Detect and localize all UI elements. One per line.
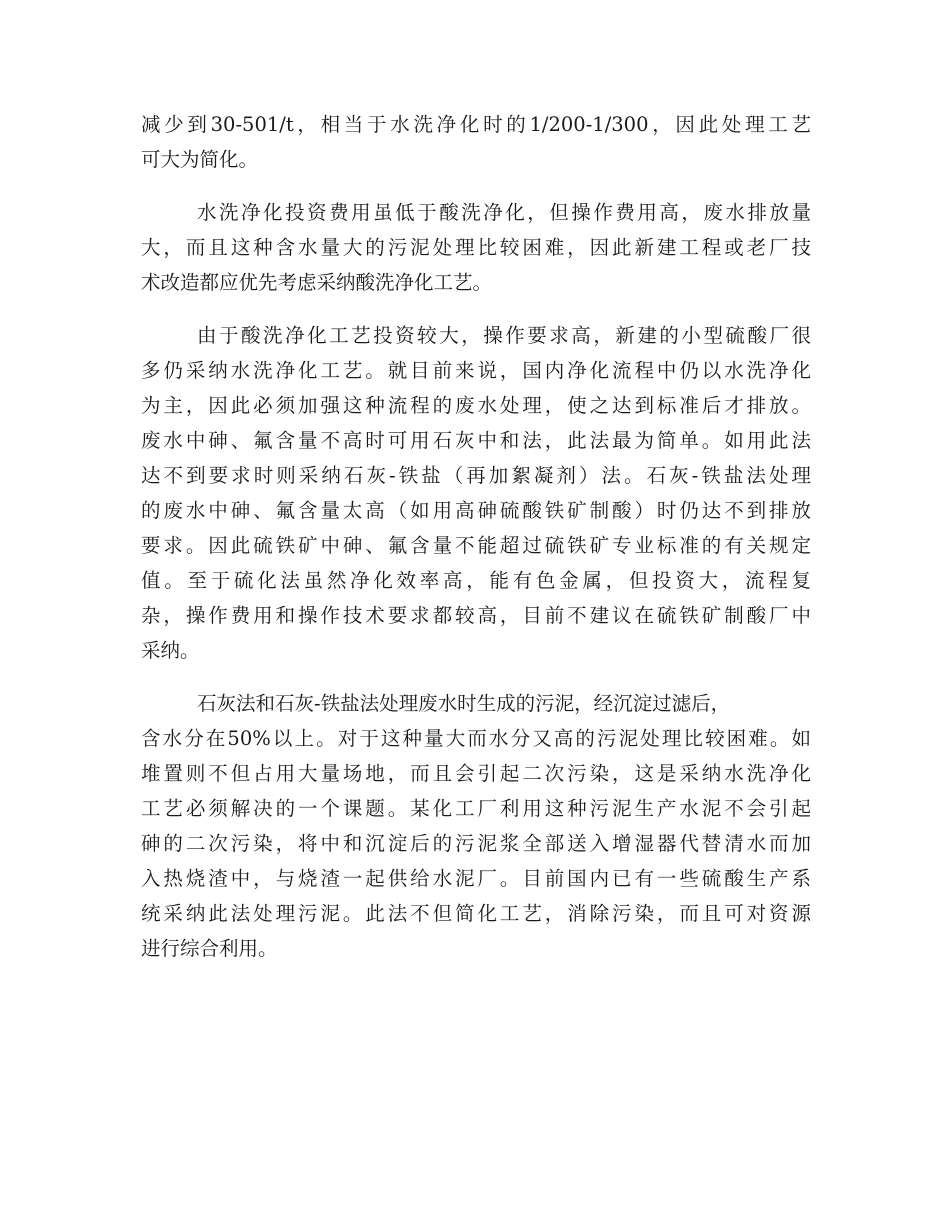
text-line: 入热烧渣中，与烧渣一起供给水泥厂。目前国内已有一些硫酸生产系 <box>141 867 811 890</box>
text-line: 废水中砷、氟含量不高时可用石灰中和法，此法最为简单。如用此法 <box>141 429 811 452</box>
text-line: 大，而且这种含水量大的污泥处理比较困难，因此新建工程或老厂技 <box>141 236 811 259</box>
text-line: 统采纳此法处理污泥。此法不但简化工艺，消除污染，而且可对资源 <box>141 902 811 925</box>
text-line: 为主，因此必须加强这种流程的废水处理，使之达到标准后才排放。 <box>141 394 811 417</box>
text-line: 砷的二次污染，将中和沉淀后的污泥浆全部送入增湿器代替清水而加 <box>141 832 811 855</box>
text-line: 多仍采纳水洗净化工艺。就目前来说，国内净化流程中仍以水洗净化 <box>141 359 811 382</box>
paragraph-2 <box>141 195 811 300</box>
text-line: 含水分在50%以上。对于这种量大而水分又高的污泥处理比较困难。如 <box>141 727 811 750</box>
text-line: 要求。因此硫铁矿中砷、氟含量不能超过硫铁矿专业标准的有关规定 <box>141 534 811 557</box>
paragraph-3 <box>141 318 811 668</box>
text-line: 水洗净化投资费用虽低于酸洗净化，但操作费用高，废水排放量 <box>197 201 811 224</box>
text-line: 石灰法和石灰-铁盐法处理废水时生成的污泥，经沉淀过滤后， <box>197 692 731 715</box>
paragraph-4 <box>141 686 811 966</box>
text-line: 由于酸洗净化工艺投资较大，操作要求高，新建的小型硫酸厂很 <box>197 324 811 347</box>
text-line: 术改造都应优先考虑采纳酸洗净化工艺。 <box>141 271 493 294</box>
text-line: 的废水中砷、氟含量太高（如用高砷硫酸铁矿制酸）时仍达不到排放 <box>141 499 811 522</box>
text-line: 进行综合利用。 <box>141 937 278 960</box>
paragraph-1 <box>141 107 811 177</box>
text-line: 堆置则不但占用大量场地，而且会引起二次污染，这是采纳水洗净化 <box>141 762 811 785</box>
text-line: 杂，操作费用和操作技术要求都较高，目前不建议在硫铁矿制酸厂中 <box>141 604 811 627</box>
text-line: 工艺必须解决的一个课题。某化工厂利用这种污泥生产水泥不会引起 <box>141 797 811 820</box>
text-line: 减少到30-501/t，相当于水洗净化时的1/200-1/300，因此处理工艺 <box>141 113 811 136</box>
document-body <box>141 107 811 966</box>
text-line: 可大为简化。 <box>141 148 259 171</box>
text-line: 达不到要求时则采纳石灰-铁盐（再加絮凝剂）法。石灰-铁盐法处理 <box>141 464 811 487</box>
text-line: 采纳。 <box>141 639 200 662</box>
text-line: 值。至于硫化法虽然净化效率高，能有色金属，但投资大，流程复 <box>141 569 811 592</box>
